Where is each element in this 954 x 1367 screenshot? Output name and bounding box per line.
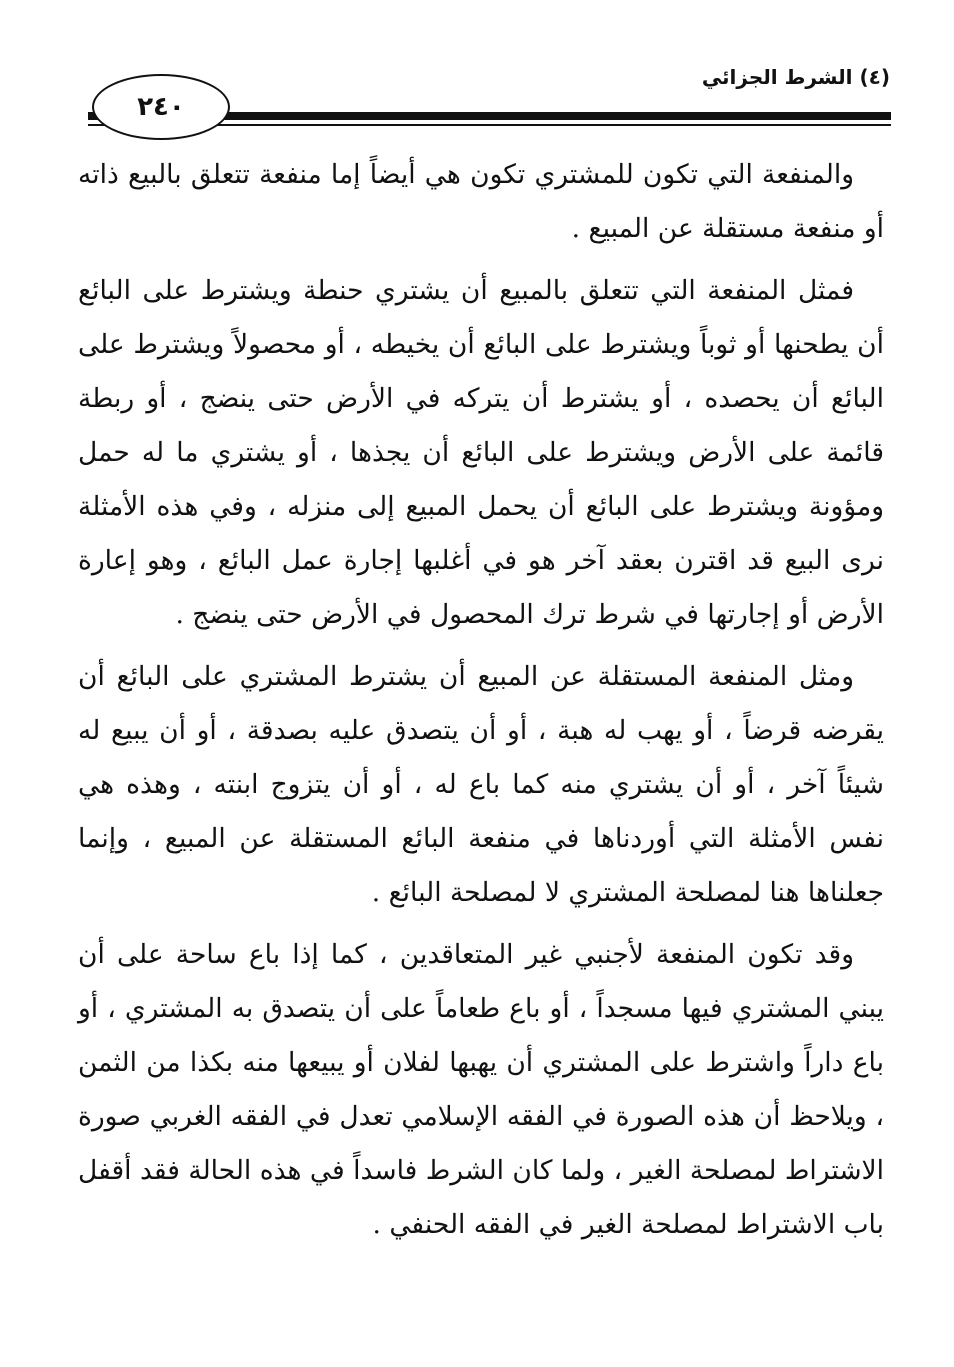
paragraph: ومثل المنفعة المستقلة عن المبيع أن يشترط المشتري على البائع أن يقرضه قرضاً ، أو يهب له هبة ، أو أن يتصدق عليه بصدقة ، أو أن يبيع له شيئاً آخر ، أو أن يشتري منه كما باع له ، أو أن يتزوج ابنته ، وهذه هي نفس الأمثلة التي أوردناها في منفعة البائع المستقلة عن المبيع ، وإنما جعلناها هنا لمصلحة المشتري لا لمصلحة البائع . [78, 661, 884, 908]
page-body [78, 148, 884, 1260]
paragraph: فمثل المنفعة التي تتعلق بالمبيع أن يشتري حنطة ويشترط على البائع أن يطحنها أو ثوباً ويشترط على البائع أن يخيطه ، أو محصولاً ويشترط على البائع أن يحصده ، أو يشترط أن يتركه في الأرض حتى ينضج ، أو ربطة قائمة على الأرض ويشترط على البائع أن يجذها ، أو يشتري ما له حمل ومؤونة ويشترط على البائع أن يحمل المبيع إلى منزله ، وفي هذه الأمثلة نرى البيع قد اقترن بعقد آخر هو في أغلبها إجارة عمل البائع ، وهو إعارة الأرض أو إجارتها في شرط ترك المحصول في الأرض حتى ينضج . [78, 275, 884, 630]
running-head-title: (٤) الشرط الجزائي [701, 65, 890, 89]
page-header [0, 0, 954, 150]
paragraph: والمنفعة التي تكون للمشتري تكون هي أيضاً إما منفعة تتعلق بالبيع ذاته أو منفعة مستقلة عن المبيع . [78, 159, 884, 244]
paragraph: وقد تكون المنفعة لأجنبي غير المتعاقدين ، كما إذا باع ساحة على أن يبني المشتري فيها مسجداً ، أو باع طعاماً على أن يتصدق به المشتري ، أو باع داراً واشترط على المشتري أن يهبها لفلان أو يبيعها منه بكذا من الثمن ، ويلاحظ أن هذه الصورة في الفقه الإسلامي تعدل في الفقه الغربي صورة الاشتراط لمصلحة الغير ، ولما كان الشرط فاسداً في هذه الحالة فقد أقفل باب الاشتراط لمصلحة الغير في الفقه الحنفي . [78, 939, 884, 1240]
page-number: ٢٤٠ [137, 92, 185, 122]
page-number-badge [92, 74, 230, 140]
